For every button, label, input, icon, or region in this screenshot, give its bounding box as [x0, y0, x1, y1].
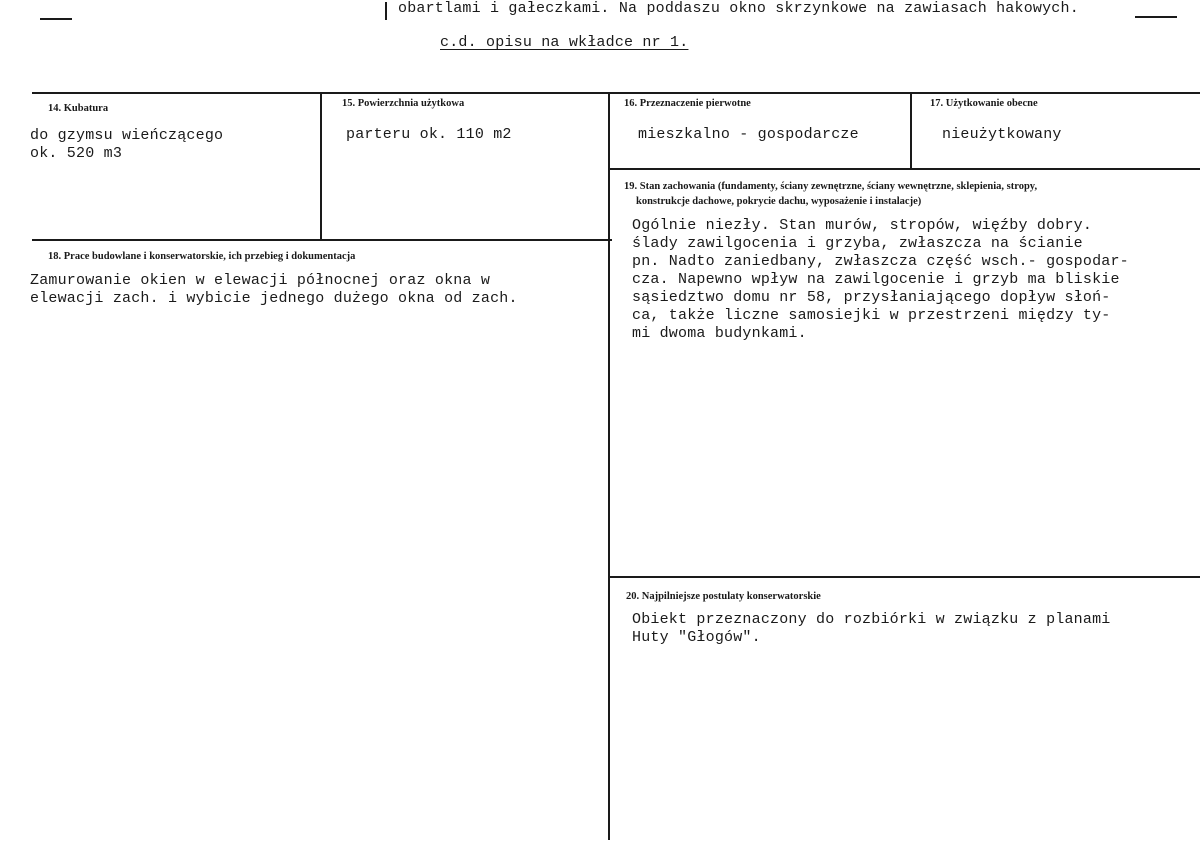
field-20-label: 20. Najpilniejsze postulaty konserwatorskie: [626, 591, 821, 602]
col-divider-16-17: [910, 92, 912, 169]
continuation-line: obartlami i gałeczkami. Na poddaszu okno skrzynkowe na zawiasach hakowych.: [398, 0, 1079, 17]
field-19-value-line-6: ca, także liczne samosiejki w przestrzeni między ty-: [632, 307, 1111, 324]
field-19-value-line-3: pn. Nadto zaniedbany, zwłaszcza część wsch.- gospodar-: [632, 253, 1129, 270]
top-vertical-bar: [385, 2, 387, 20]
field-14-value-line-2: ok. 520 m3: [30, 145, 123, 162]
field-17-value: nieużytkowany: [942, 126, 1062, 143]
row-divider-top: [32, 92, 1200, 94]
field-18-value-line-2: elewacji zach. i wybicie jednego dużego okna od zach.: [30, 290, 518, 307]
col-divider-main: [608, 92, 610, 840]
row-divider-18-top: [32, 239, 612, 241]
field-15-label: 15. Powierzchnia użytkowa: [342, 98, 465, 109]
row-divider-20-top: [610, 576, 1200, 578]
field-16-label: 16. Przeznaczenie pierwotne: [624, 98, 751, 109]
row-divider-17-bottom: [610, 168, 1200, 170]
col-divider-14-15: [320, 92, 322, 240]
field-19-label-line-2: konstrukcje dachowe, pokrycie dachu, wyposażenie i instalacje): [636, 196, 922, 207]
field-19-value-line-1: Ogólnie niezły. Stan murów, stropów, więźby dobry.: [632, 217, 1093, 234]
field-19-value-line-4: cza. Napewno wpływ na zawilgocenie i grzyb ma bliskie: [632, 271, 1120, 288]
field-20-value-line-2: Huty "Głogów".: [632, 629, 761, 646]
continuation-underline: [1135, 16, 1177, 18]
field-14-label: 14. Kubatura: [48, 103, 109, 114]
field-20-value-line-1: Obiekt przeznaczony do rozbiórki w związku z planami: [632, 611, 1111, 628]
field-18-value-line-1: Zamurowanie okien w elewacji północnej oraz okna w: [30, 272, 491, 289]
field-18-label: 18. Prace budowlane i konserwatorskie, ich przebieg i dokumentacja: [48, 251, 356, 262]
field-15-value: parteru ok. 110 m2: [346, 126, 512, 143]
field-19-value-line-7: mi dwoma budynkami.: [632, 325, 807, 342]
field-19-label-line-1: 19. Stan zachowania (fundamenty, ściany zewnętrzne, ściany wewnętrzne, sklepienia, stropy,: [624, 181, 1038, 192]
continuation-note: c.d. opisu na wkładce nr 1.: [440, 34, 689, 51]
top-left-dash: [40, 18, 72, 20]
field-19-value-line-5: sąsiedztwo domu nr 58, przysłaniającego dopływ słoń-: [632, 289, 1111, 306]
field-19-value-line-2: ślady zawilgocenia i grzyba, zwłaszcza na ścianie: [632, 235, 1083, 252]
field-14-value-line-1: do gzymsu wieńczącego: [30, 127, 224, 144]
field-16-value: mieszkalno - gospodarcze: [638, 126, 859, 143]
field-17-label: 17. Użytkowanie obecne: [930, 98, 1038, 109]
